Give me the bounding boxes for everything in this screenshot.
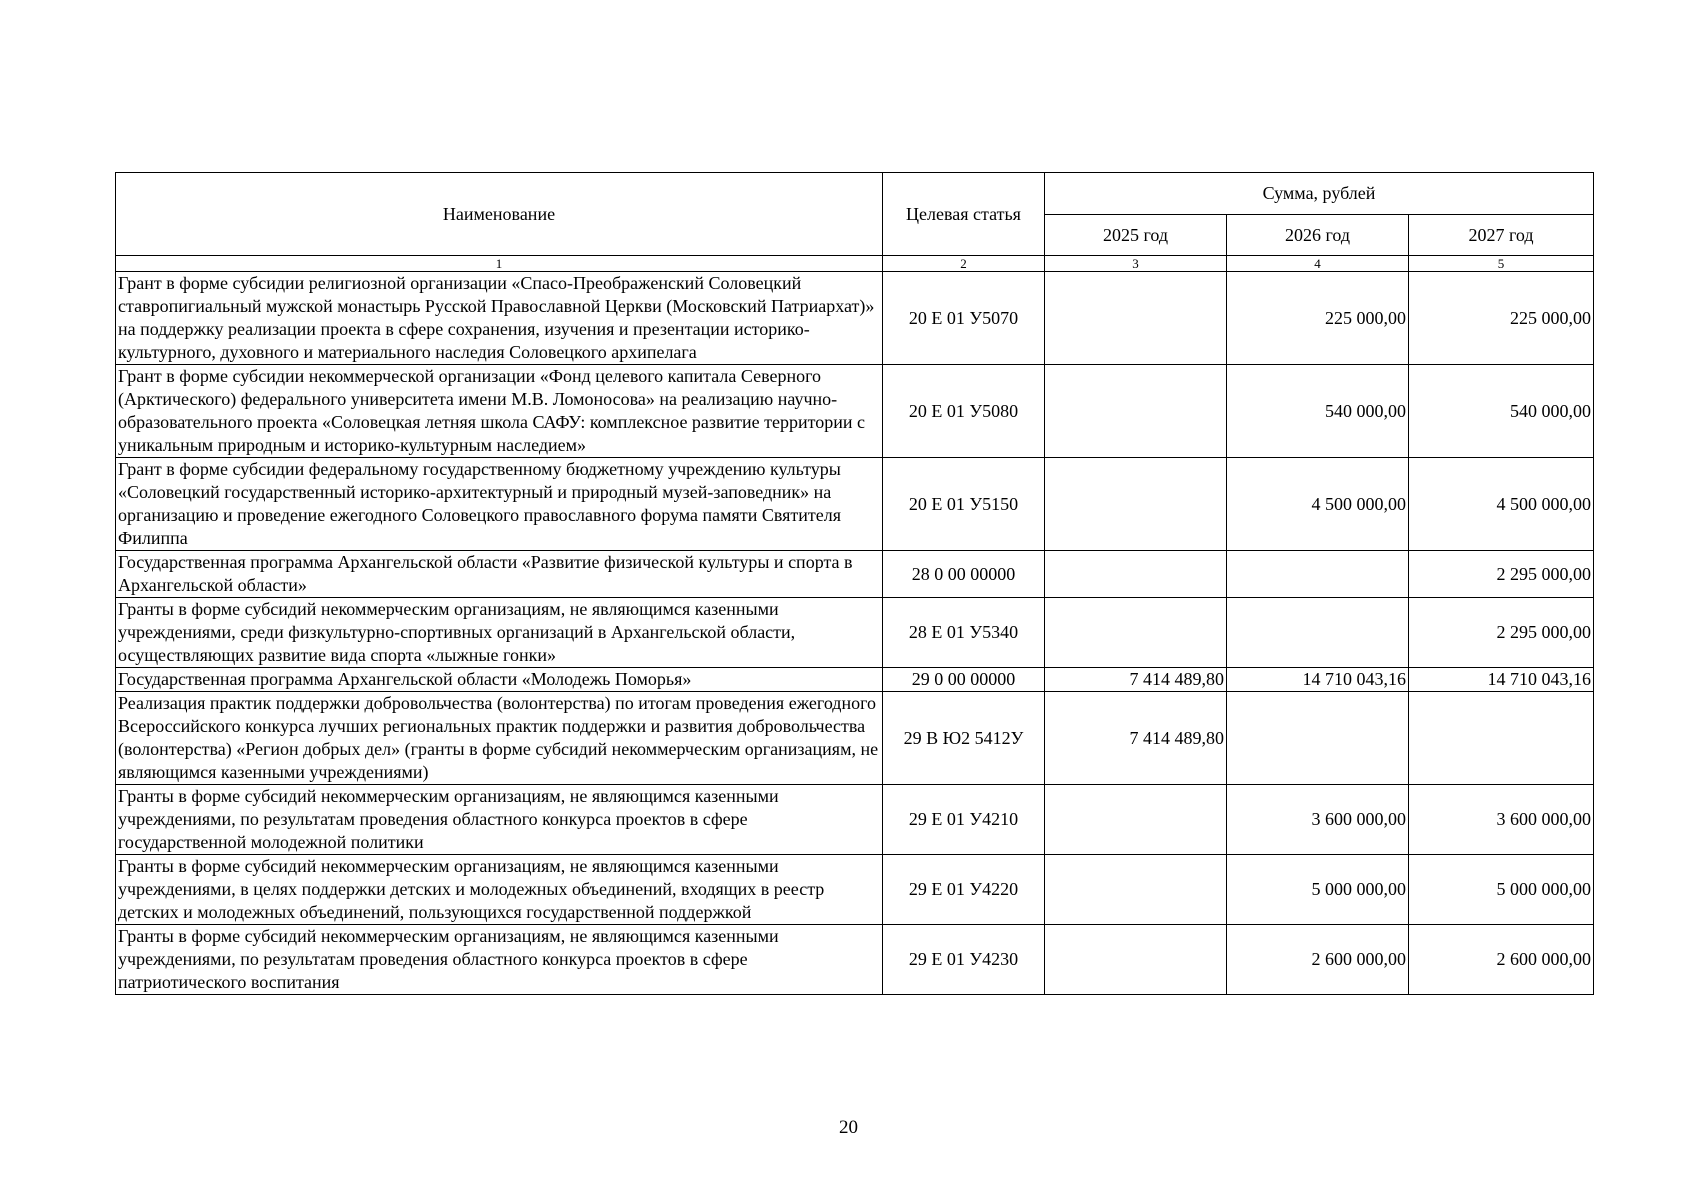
table-row: [116, 668, 1594, 692]
header-year-2026: 2026 год: [1227, 215, 1409, 256]
row-amount-2027: 2 600 000,00: [1409, 925, 1594, 995]
row-amount-2027: 3 600 000,00: [1409, 785, 1594, 855]
row-name: Государственная программа Архангельской области «Развитие физической культуры и спорта в Архангельской области»: [116, 551, 883, 598]
row-name: Грант в форме субсидии федеральному государственному бюджетному учреждению культуры «Соловецкий государственный историко-архитектурный и природный музей-заповедник» на организацию и проведение ежегодного Соловецкого православного форума памяти Святителя Филиппа: [116, 458, 883, 551]
row-amount-2026: 3 600 000,00: [1227, 785, 1409, 855]
budget-table: [115, 172, 1594, 995]
header-year-2027: 2027 год: [1409, 215, 1594, 256]
column-number: 2: [883, 256, 1045, 272]
row-code: 20 Е 01 У5080: [883, 365, 1045, 458]
row-name: Гранты в форме субсидий некоммерческим организациям, не являющимся казенными учреждениями, среди физкультурно-спортивных организаций в Архангельской области, осуществляющих развитие вида спорта «лыжные гонки»: [116, 598, 883, 668]
row-amount-2027: 14 710 043,16: [1409, 668, 1594, 692]
row-name: Гранты в форме субсидий некоммерческим организациям, не являющимся казенными учреждениями, по результатам проведения областного конкурса проектов в сфере государственной молодежной политики: [116, 785, 883, 855]
row-amount-2025: [1045, 365, 1227, 458]
column-number: 1: [116, 256, 883, 272]
row-amount-2025: [1045, 785, 1227, 855]
table-row: [116, 692, 1594, 785]
row-amount-2026: [1227, 692, 1409, 785]
row-code: 29 Е 01 У4230: [883, 925, 1045, 995]
row-amount-2027: 2 295 000,00: [1409, 598, 1594, 668]
page-number: 20: [839, 1117, 858, 1138]
table-row: [116, 598, 1594, 668]
row-amount-2026: 2 600 000,00: [1227, 925, 1409, 995]
row-code: 20 Е 01 У5070: [883, 272, 1045, 365]
row-amount-2027: 225 000,00: [1409, 272, 1594, 365]
row-amount-2026: [1227, 598, 1409, 668]
row-name: Грант в форме субсидии религиозной организации «Спасо-Преображенский Соловецкий ставропигиальный мужской монастырь Русской Православной Церкви (Московский Патриархат)» на поддержку реализации проекта в сфере сохранения, изучения и презентации историко-культурного, духовного и материального наследия Соловецкого архипелага: [116, 272, 883, 365]
row-name: Гранты в форме субсидий некоммерческим организациям, не являющимся казенными учреждениями, в целях поддержки детских и молодежных объединений, входящих в реестр детских и молодежных объединений, пользующихся государственной поддержкой: [116, 855, 883, 925]
table-row: [116, 458, 1594, 551]
row-amount-2025: [1045, 855, 1227, 925]
row-code: 20 Е 01 У5150: [883, 458, 1045, 551]
header-year-2025: 2025 год: [1045, 215, 1227, 256]
row-name: Грант в форме субсидии некоммерческой организации «Фонд целевого капитала Северного (Арктического) федерального университета имени М.В. Ломоносова» на реализацию научно-образовательного проекта «Соловецкая летняя школа САФУ: комплексное развитие территории с уникальным природным и историко-культурным наследием»: [116, 365, 883, 458]
row-code: 28 Е 01 У5340: [883, 598, 1045, 668]
row-amount-2027: [1409, 692, 1594, 785]
row-amount-2025: [1045, 598, 1227, 668]
column-number: 5: [1409, 256, 1594, 272]
row-amount-2027: 5 000 000,00: [1409, 855, 1594, 925]
column-number: 4: [1227, 256, 1409, 272]
row-amount-2025: [1045, 272, 1227, 365]
table-row: [116, 925, 1594, 995]
row-amount-2026: 540 000,00: [1227, 365, 1409, 458]
table-row: [116, 855, 1594, 925]
row-amount-2025: 7 414 489,80: [1045, 692, 1227, 785]
row-name: Реализация практик поддержки добровольчества (волонтерства) по итогам проведения ежегодного Всероссийского конкурса лучших региональных практик поддержки и развития добровольчества (волонтерства) «Регион добрых дел» (гранты в форме субсидий некоммерческим организациям, не являющимся казенными учреждениями): [116, 692, 883, 785]
row-code: 29 Е 01 У4210: [883, 785, 1045, 855]
row-amount-2025: 7 414 489,80: [1045, 668, 1227, 692]
row-name: Государственная программа Архангельской области «Молодежь Поморья»: [116, 668, 883, 692]
row-amount-2026: 14 710 043,16: [1227, 668, 1409, 692]
header-name: Наименование: [116, 173, 883, 256]
row-amount-2027: 4 500 000,00: [1409, 458, 1594, 551]
table-row: [116, 272, 1594, 365]
row-amount-2026: [1227, 551, 1409, 598]
table-row: [116, 551, 1594, 598]
table-row: [116, 365, 1594, 458]
row-amount-2027: 540 000,00: [1409, 365, 1594, 458]
column-number-row: [116, 256, 1594, 272]
row-amount-2027: 2 295 000,00: [1409, 551, 1594, 598]
header-sum: Сумма, рублей: [1045, 173, 1594, 215]
row-code: 28 0 00 00000: [883, 551, 1045, 598]
row-amount-2026: 4 500 000,00: [1227, 458, 1409, 551]
row-amount-2026: 5 000 000,00: [1227, 855, 1409, 925]
row-name: Гранты в форме субсидий некоммерческим организациям, не являющимся казенными учреждениями, по результатам проведения областного конкурса проектов в сфере патриотического воспитания: [116, 925, 883, 995]
table-row: [116, 785, 1594, 855]
row-code: 29 0 00 00000: [883, 668, 1045, 692]
row-amount-2025: [1045, 458, 1227, 551]
row-amount-2026: 225 000,00: [1227, 272, 1409, 365]
column-number: 3: [1045, 256, 1227, 272]
header-code: Целевая статья: [883, 173, 1045, 256]
row-code: 29 Е 01 У4220: [883, 855, 1045, 925]
row-code: 29 В Ю2 5412У: [883, 692, 1045, 785]
row-amount-2025: [1045, 551, 1227, 598]
row-amount-2025: [1045, 925, 1227, 995]
